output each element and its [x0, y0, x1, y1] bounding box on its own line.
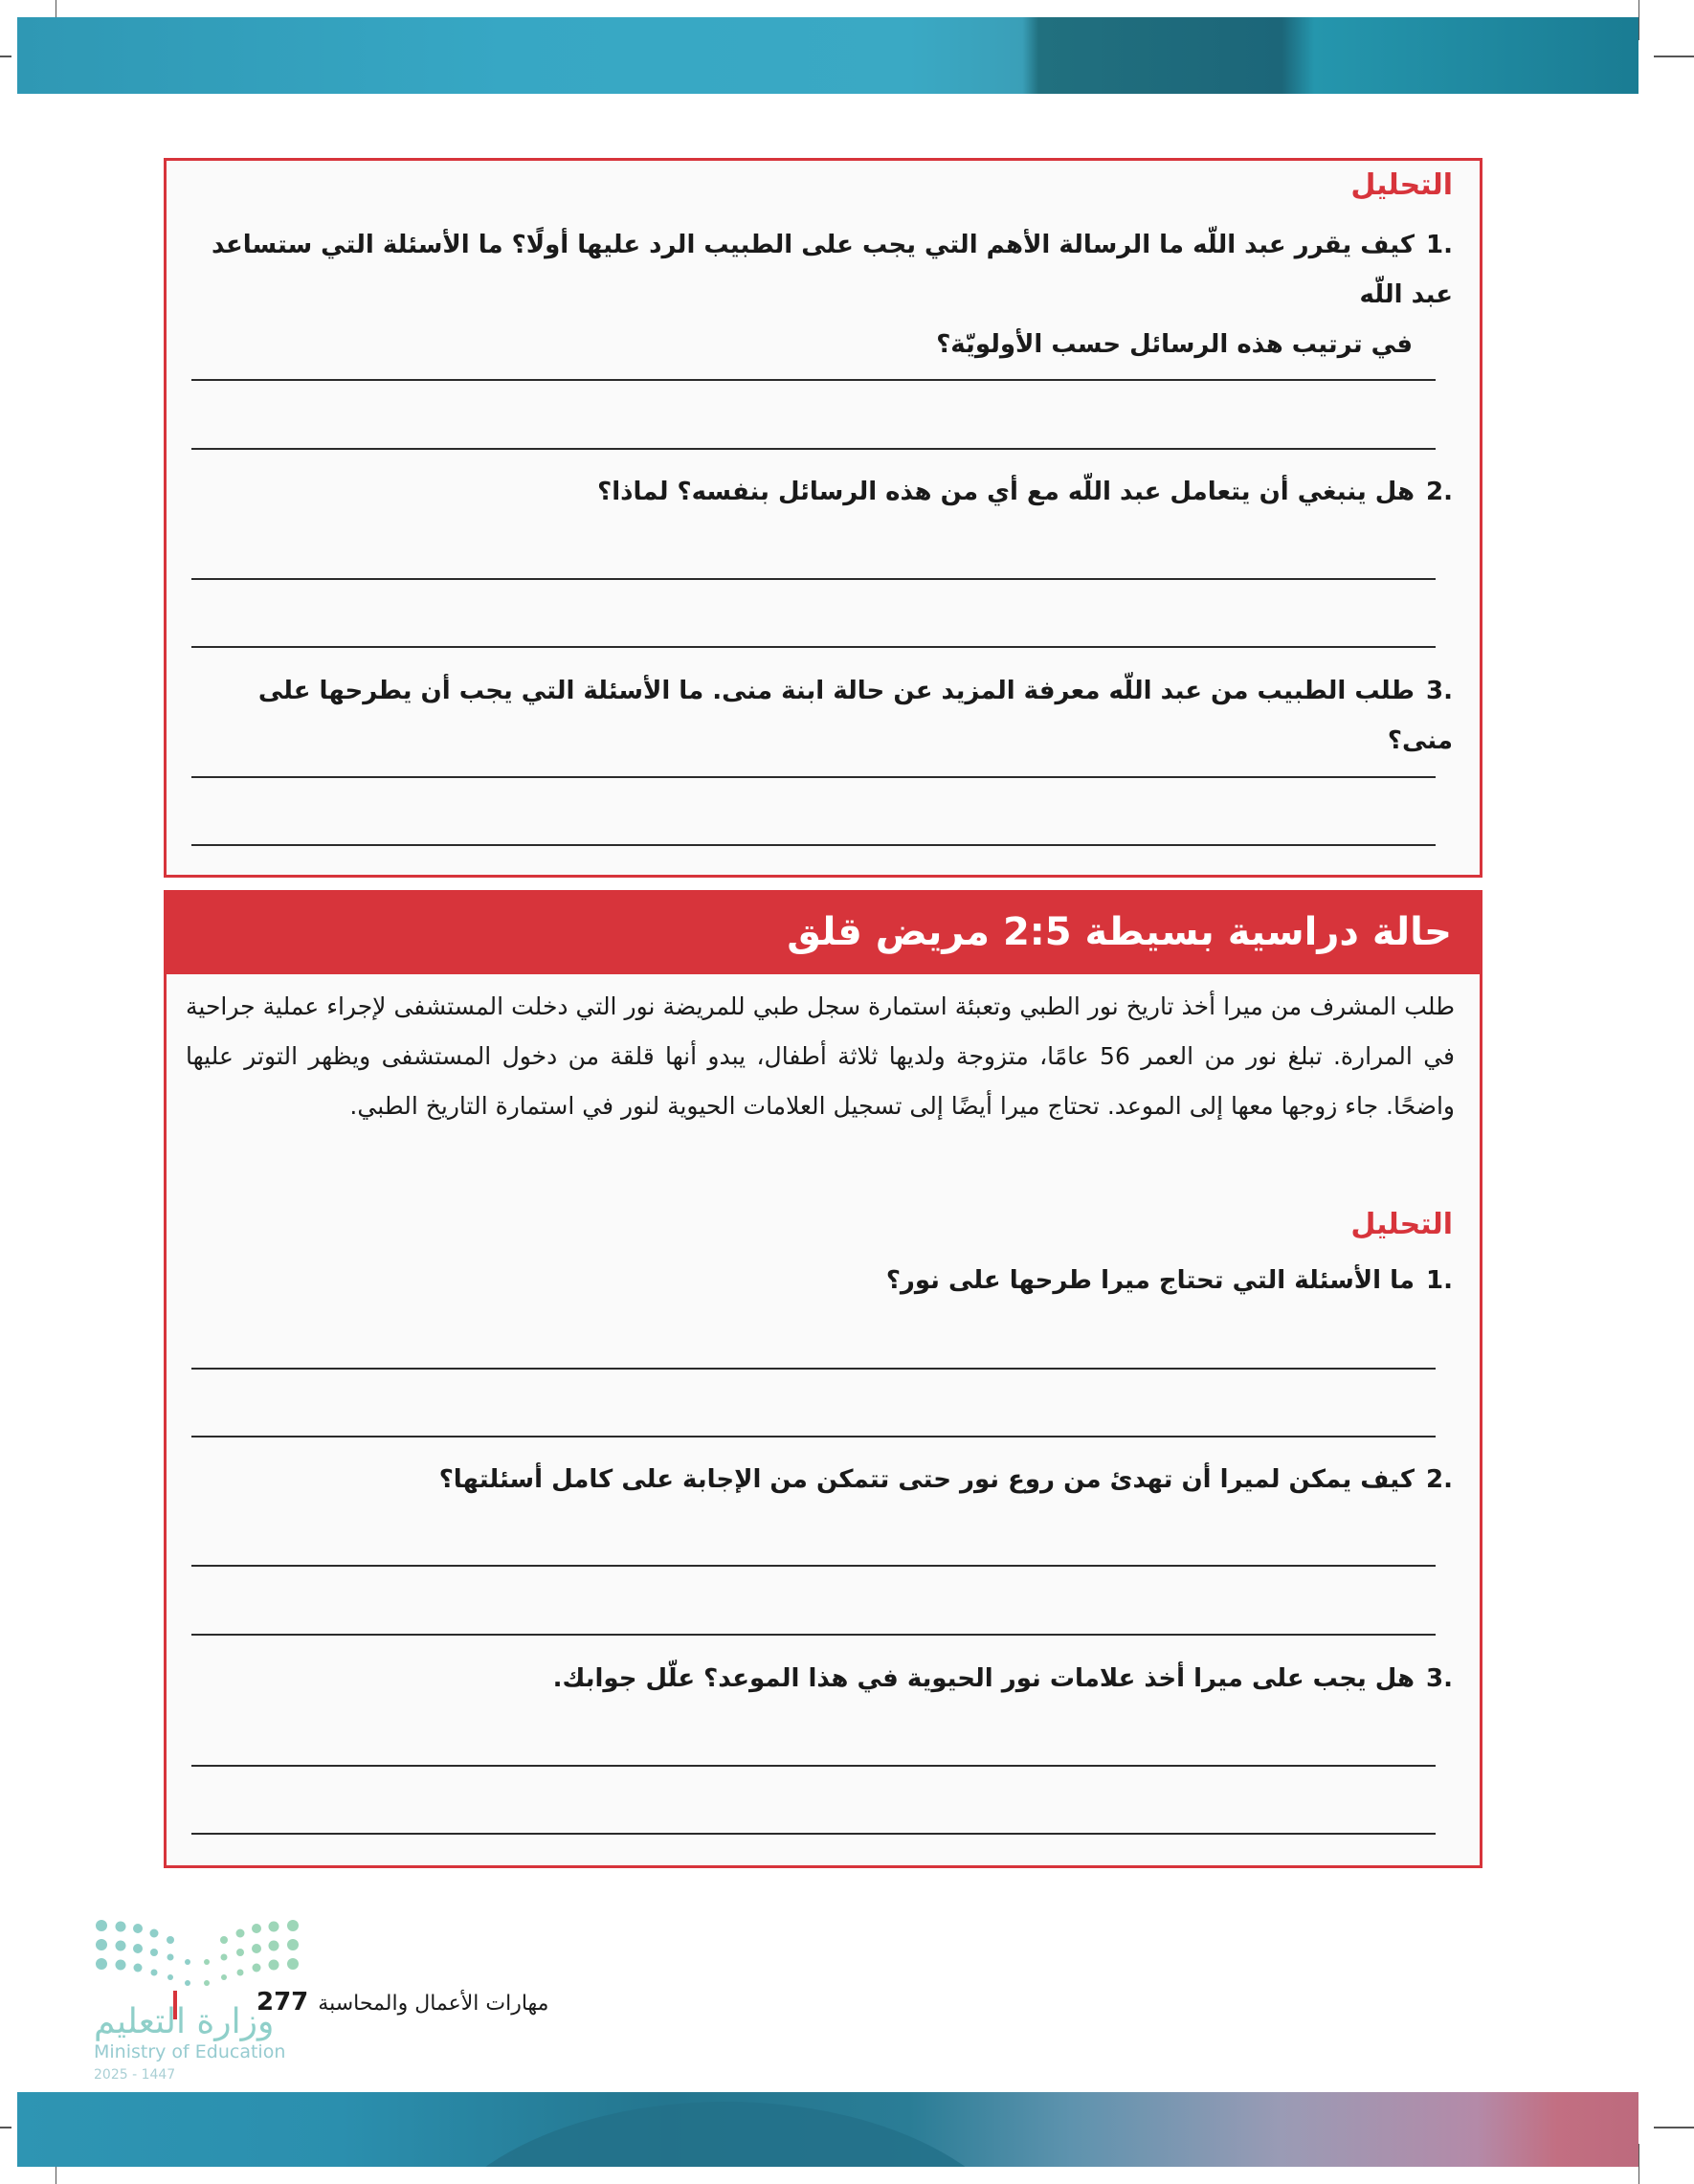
crop-mark [0, 56, 11, 57]
answer-line[interactable] [191, 1565, 1436, 1567]
question-number: .2 [1426, 1465, 1453, 1494]
answer-line[interactable] [191, 646, 1436, 648]
question-number: .1 [1426, 231, 1453, 259]
question-3 [186, 666, 1453, 766]
page-number: 277 [256, 1988, 309, 2017]
answer-line[interactable] [191, 776, 1436, 778]
case-study-title: حالة دراسية بسيطة 2:5 مريض قلق [787, 910, 1452, 954]
crop-mark [1654, 56, 1694, 57]
question-text: هل يجب على ميرا أخذ علامات نور الحيوية في هذا الموعد؟ علّل جوابك. [552, 1664, 1415, 1693]
question-2 [186, 467, 1453, 517]
answer-line[interactable] [191, 1765, 1436, 1767]
answer-line[interactable] [191, 578, 1436, 580]
analysis-box-1 [164, 158, 1482, 878]
case-study-box [164, 974, 1482, 1868]
crop-mark [1654, 2127, 1694, 2128]
question-text: ما الأسئلة التي تحتاج ميرا طرحها على نور؟ [885, 1266, 1415, 1295]
answer-line[interactable] [191, 1368, 1436, 1370]
answer-line[interactable] [191, 379, 1436, 381]
question-text: كيف يمكن لميرا أن تهدئ من روع نور حتى تتمكن من الإجابة على كامل أسئلتها؟ [438, 1465, 1415, 1494]
question-1 [186, 220, 1453, 369]
question-text: طلب الطبيب من عبد اللّه معرفة المزيد عن حالة ابنة منى. ما الأسئلة التي يجب أن يطرحها على منى؟ [257, 677, 1453, 755]
answer-line[interactable] [191, 1634, 1436, 1636]
logo-arabic-text: وزارة التعليم [94, 2002, 275, 2041]
answer-line[interactable] [191, 1833, 1436, 1835]
question-text: هل ينبغي أن يتعامل عبد اللّه مع أي من هذه الرسائل بنفسه؟ لماذا؟ [597, 478, 1415, 506]
section-heading: التحليل [1350, 1208, 1453, 1241]
question-1 [186, 1256, 1453, 1305]
crop-mark [1638, 2144, 1639, 2184]
section-heading: التحليل [1350, 168, 1453, 202]
question-2 [186, 1455, 1453, 1504]
case-study-header [164, 890, 1482, 974]
question-number: .3 [1426, 677, 1453, 705]
question-number: .1 [1426, 1266, 1453, 1295]
bottom-banner [17, 2092, 1638, 2167]
crop-mark [1638, 0, 1639, 40]
top-banner [17, 17, 1638, 94]
answer-line[interactable] [191, 844, 1436, 846]
question-number: .3 [1426, 1664, 1453, 1693]
banner-arc-decoration [419, 2102, 1032, 2167]
question-text-cont: في ترتيب هذه الرسائل حسب الأولويّة؟ [936, 330, 1413, 359]
logo-year-text: 2025 - 1447 [94, 2067, 176, 2083]
question-3 [186, 1654, 1453, 1704]
question-text: كيف يقرر عبد اللّه ما الرسالة الأهم التي يجب على الطبيب الرد عليها أولًا؟ ما الأسئلة التي ستساعد عبد اللّه [211, 231, 1453, 309]
footer-book-info [256, 1988, 548, 2017]
case-paragraph: طلب المشرف من ميرا أخذ تاريخ نور الطبي وتعبئة استمارة سجل طبي للمريضة نور التي دخلت المستشفى لإجراء عملية جراحية في المرارة. تبلغ نور من العمر 56 عامًا، متزوجة ولديها ثلاثة أطفال، يبدو أنها قلقة من دخول المستشفى ويظهر التوتر عليها واضحًا. جاء زوجها معها إلى الموعد. تحتاج ميرا أيضًا إلى تسجيل العلامات الحيوية لنور في استمارة التاريخ الطبي. [186, 992, 1455, 1120]
book-title: مهارات الأعمال والمحاسبة [318, 1992, 549, 2016]
question-number: .2 [1426, 478, 1453, 506]
answer-line[interactable] [191, 1436, 1436, 1437]
crop-mark [0, 2127, 11, 2128]
logo-english-text: Ministry of Education [94, 2041, 286, 2062]
answer-line[interactable] [191, 448, 1436, 450]
